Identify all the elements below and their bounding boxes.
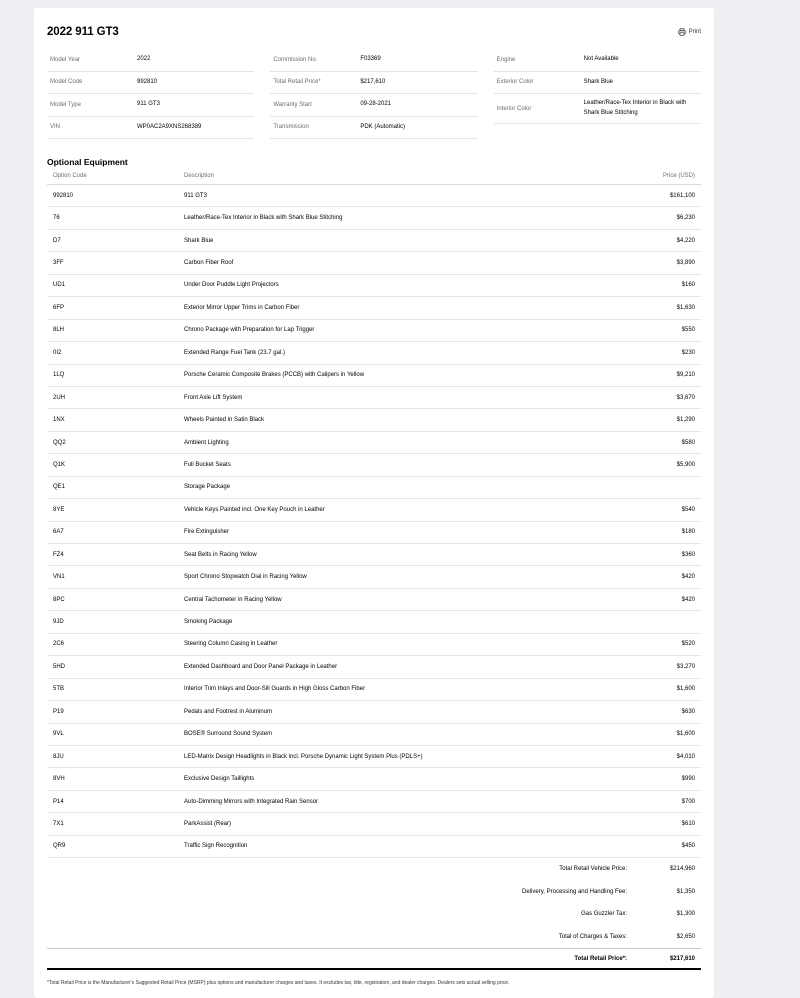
spec-label: Commission No.	[273, 56, 318, 63]
option-description: Interior Trim Inlays and Door-Sill Guards in High Gloss Carbon Fiber	[184, 686, 366, 693]
spec-value: Leather/Race-Tex Interior in Black with Shark Blue Stitching	[583, 100, 687, 116]
summary-row	[53, 903, 695, 926]
table-row	[47, 432, 701, 454]
option-price: $580	[681, 439, 695, 446]
window-sticker-card	[34, 8, 714, 998]
option-price: $3,670	[676, 394, 695, 401]
option-code: 2UH	[53, 394, 66, 401]
option-code: 6A7	[53, 529, 64, 536]
option-code: 2C6	[53, 641, 65, 648]
table-row	[47, 230, 701, 252]
spec-column-1	[47, 49, 254, 139]
spec-label: Interior Color	[496, 105, 532, 112]
option-price: $1,290	[676, 417, 695, 424]
option-code: 8VH	[53, 776, 65, 783]
table-row	[47, 275, 701, 297]
summary-value: $1,350	[676, 888, 695, 895]
price-footnote: *Total Retail Price is the Manufacturer's Suggested Retail Price (MSRP) plus options and manufacturer charges and taxes. It excludes tax, title, registration, and dealer charges. Dealers sets actual selling price.	[47, 980, 510, 987]
option-code: P14	[53, 798, 64, 805]
header-price: Price (USD)	[662, 172, 695, 179]
spec-value: F03369	[360, 56, 381, 63]
print-label: Print	[688, 29, 701, 35]
page-title: 2022 911 GT3	[47, 26, 119, 38]
price-summary	[47, 858, 701, 948]
spec-value: Not Available	[583, 56, 619, 63]
options-table-header	[47, 167, 701, 185]
option-price: $161,100	[669, 192, 695, 199]
option-description: Under Door Puddle Light Projectors	[184, 282, 279, 289]
spec-row	[494, 72, 701, 95]
option-price: $4,220	[676, 237, 695, 244]
option-code: 5HD	[53, 663, 66, 670]
option-code: 76	[53, 215, 60, 222]
table-row	[47, 611, 701, 633]
option-description: Traffic Sign Recognition	[184, 843, 248, 850]
table-row	[47, 297, 701, 319]
total-value: $217,610	[669, 955, 695, 962]
option-code: 992810	[53, 192, 74, 199]
option-code: 6FP	[53, 304, 65, 311]
table-row	[47, 656, 701, 678]
table-row	[47, 813, 701, 835]
option-description: Steering Column Casing in Leather	[184, 641, 278, 648]
spec-label: Exterior Color	[496, 79, 534, 86]
spec-value: 992810	[137, 78, 158, 85]
header	[47, 21, 701, 43]
option-description: Storage Package	[184, 484, 231, 491]
option-code: 3FF	[53, 260, 64, 267]
option-price: $4,010	[676, 753, 695, 760]
option-code: P19	[53, 708, 64, 715]
option-code: 9VL	[53, 731, 64, 738]
option-description: Vehicle Keys Painted incl. One Key Pouch in Leather	[184, 506, 325, 513]
spec-value: 2022	[137, 56, 151, 63]
option-code: FZ4	[53, 551, 64, 558]
summary-row	[53, 926, 695, 949]
option-description: Front Axle Lift System	[184, 394, 243, 401]
table-row	[47, 701, 701, 723]
option-code: QE1	[53, 484, 66, 491]
option-price: $550	[681, 327, 695, 334]
spec-row	[47, 117, 254, 140]
option-price: $5,900	[676, 461, 695, 468]
option-price: $990	[681, 776, 695, 783]
option-code: UD1	[53, 282, 66, 289]
table-row	[47, 522, 701, 544]
spec-value: $217,610	[360, 78, 386, 85]
table-row	[47, 477, 701, 499]
header-description: Description	[184, 172, 215, 179]
option-description: Chrono Package with Preparation for Lap Trigger	[184, 327, 315, 334]
option-code: 5TB	[53, 686, 65, 693]
spec-label: Model Code	[50, 79, 83, 86]
option-price: $610	[681, 820, 695, 827]
spec-column-3	[494, 49, 701, 139]
spec-row	[270, 72, 477, 95]
table-row	[47, 791, 701, 813]
spec-row	[494, 94, 701, 124]
summary-label: Total of Charges & Taxes:	[558, 933, 627, 940]
option-description: Porsche Ceramic Composite Brakes (PCCB) with Calipers in Yellow	[184, 372, 365, 379]
option-code: 8PC	[53, 596, 65, 603]
option-code: 1LQ	[53, 372, 65, 379]
option-price: $630	[681, 708, 695, 715]
spec-label: Total Retail Price*	[273, 79, 321, 86]
table-row	[47, 252, 701, 274]
spec-row	[270, 94, 477, 117]
summary-value: $214,960	[669, 866, 695, 873]
option-description: Pedals and Footrest in Aluminum	[184, 708, 273, 715]
table-row	[47, 185, 701, 207]
table-row	[47, 544, 701, 566]
option-description: Extended Dashboard and Door Panel Package in Leather	[184, 663, 338, 670]
header-option-code: Option Code	[53, 172, 87, 179]
optional-equipment-title: Optional Equipment	[47, 157, 128, 167]
spec-label: Transmission	[273, 124, 309, 131]
spec-value: 911 GT3	[137, 101, 160, 108]
option-description: Central Tachometer in Racing Yellow	[184, 596, 282, 603]
option-code: 9JD	[53, 619, 64, 626]
option-price: $180	[681, 529, 695, 536]
table-row	[47, 320, 701, 342]
spec-row	[494, 49, 701, 72]
option-description: Wheels Painted in Satin Black	[184, 417, 265, 424]
option-description: Auto-Dimming Mirrors with Integrated Rain Sensor	[184, 798, 319, 805]
spec-label: Engine	[496, 56, 516, 63]
spec-row	[47, 49, 254, 72]
option-description: Carbon Fiber Roof	[184, 260, 234, 267]
spec-value: PDK (Automatic)	[360, 123, 406, 130]
option-price: $160	[681, 282, 695, 289]
total-retail-price-row	[47, 948, 701, 970]
spec-row	[47, 94, 254, 117]
table-row	[47, 634, 701, 656]
summary-value: $1,300	[676, 911, 695, 918]
option-price: $360	[681, 551, 695, 558]
option-price: $420	[681, 596, 695, 603]
spec-label: VIN	[50, 124, 61, 131]
option-price: $520	[681, 641, 695, 648]
option-price: $540	[681, 506, 695, 513]
table-row	[47, 342, 701, 364]
spec-row	[270, 49, 477, 72]
printer-icon	[678, 28, 686, 36]
table-row	[47, 679, 701, 701]
table-row	[47, 724, 701, 746]
option-description: Fire Extinguisher	[184, 529, 230, 536]
option-description: Full Bucket Seats	[184, 461, 231, 468]
summary-value: $2,650	[676, 933, 695, 940]
summary-label: Gas Guzzler Tax:	[581, 911, 627, 918]
option-code: 7X1	[53, 820, 64, 827]
table-row	[47, 589, 701, 611]
table-row	[47, 499, 701, 521]
table-row	[47, 454, 701, 476]
option-code: QQ2	[53, 439, 66, 446]
vehicle-specs	[47, 49, 701, 139]
option-description: Exterior Mirror Upper Trims in Carbon Fiber	[184, 304, 300, 311]
option-code: 8YE	[53, 506, 65, 513]
spec-label: Model Type	[50, 101, 81, 108]
option-description: Seat Belts in Racing Yellow	[184, 551, 257, 558]
option-description: LED-Matrix Design Headlights in Black incl. Porsche Dynamic Light System Plus (PDLS+)	[184, 753, 423, 760]
summary-row	[53, 858, 695, 881]
table-row	[47, 365, 701, 387]
option-description: Shark Blue	[184, 237, 214, 244]
option-description: Ambient Lighting	[184, 439, 229, 446]
option-code: 1NX	[53, 417, 65, 424]
option-code: 0I2	[53, 349, 62, 356]
option-code: VN1	[53, 574, 65, 581]
option-description: Exclusive Design Taillights	[184, 776, 255, 783]
option-description: Leather/Race-Tex Interior in Black with Shark Blue Stitching	[184, 215, 343, 222]
option-description: ParkAssist (Rear)	[184, 820, 232, 827]
option-description: Extended Range Fuel Tank (23.7 gal.)	[184, 349, 285, 356]
table-row	[47, 836, 701, 858]
summary-label: Delivery, Processing and Handling Fee:	[522, 888, 627, 895]
spec-row	[270, 117, 477, 140]
spec-label: Model Year	[50, 56, 81, 63]
option-code: QR9	[53, 843, 66, 850]
spec-value: 09-28-2021	[360, 101, 392, 108]
table-row	[47, 746, 701, 768]
spec-value: WP0AC2A9XNS268389	[137, 123, 202, 130]
option-price: $3,890	[676, 260, 695, 267]
option-price: $700	[681, 798, 695, 805]
spec-row	[47, 72, 254, 95]
option-price: $1,600	[676, 686, 695, 693]
option-price: $9,210	[676, 372, 695, 379]
spec-value: Shark Blue	[583, 78, 614, 85]
option-code: Q1K	[53, 461, 66, 468]
spec-label: Warranty Start	[273, 101, 312, 108]
total-label: Total Retail Price*:	[574, 955, 627, 962]
summary-row	[53, 881, 695, 904]
option-price: $6,230	[676, 215, 695, 222]
option-price: $450	[681, 843, 695, 850]
print-button[interactable]	[678, 28, 701, 36]
option-code: D7	[53, 237, 61, 244]
option-description: 911 GT3	[184, 192, 207, 199]
option-description: Smoking Package	[184, 619, 233, 626]
table-row	[47, 566, 701, 588]
table-row	[47, 768, 701, 790]
option-price: $1,630	[676, 304, 695, 311]
option-price: $420	[681, 574, 695, 581]
option-price: $230	[681, 349, 695, 356]
spec-column-2	[270, 49, 477, 139]
option-code: 8LH	[53, 327, 65, 334]
table-row	[47, 207, 701, 229]
summary-label: Total Retail Vehicle Price:	[559, 866, 627, 873]
option-price: $1,600	[676, 731, 695, 738]
table-row	[47, 387, 701, 409]
option-code: 8JU	[53, 753, 64, 760]
option-description: Sport Chrono Stopwatch Dial in Racing Yellow	[184, 574, 307, 581]
options-table-body	[47, 185, 701, 858]
option-price: $3,270	[676, 663, 695, 670]
option-description: BOSE® Surround Sound System	[184, 731, 273, 738]
table-row	[47, 409, 701, 431]
